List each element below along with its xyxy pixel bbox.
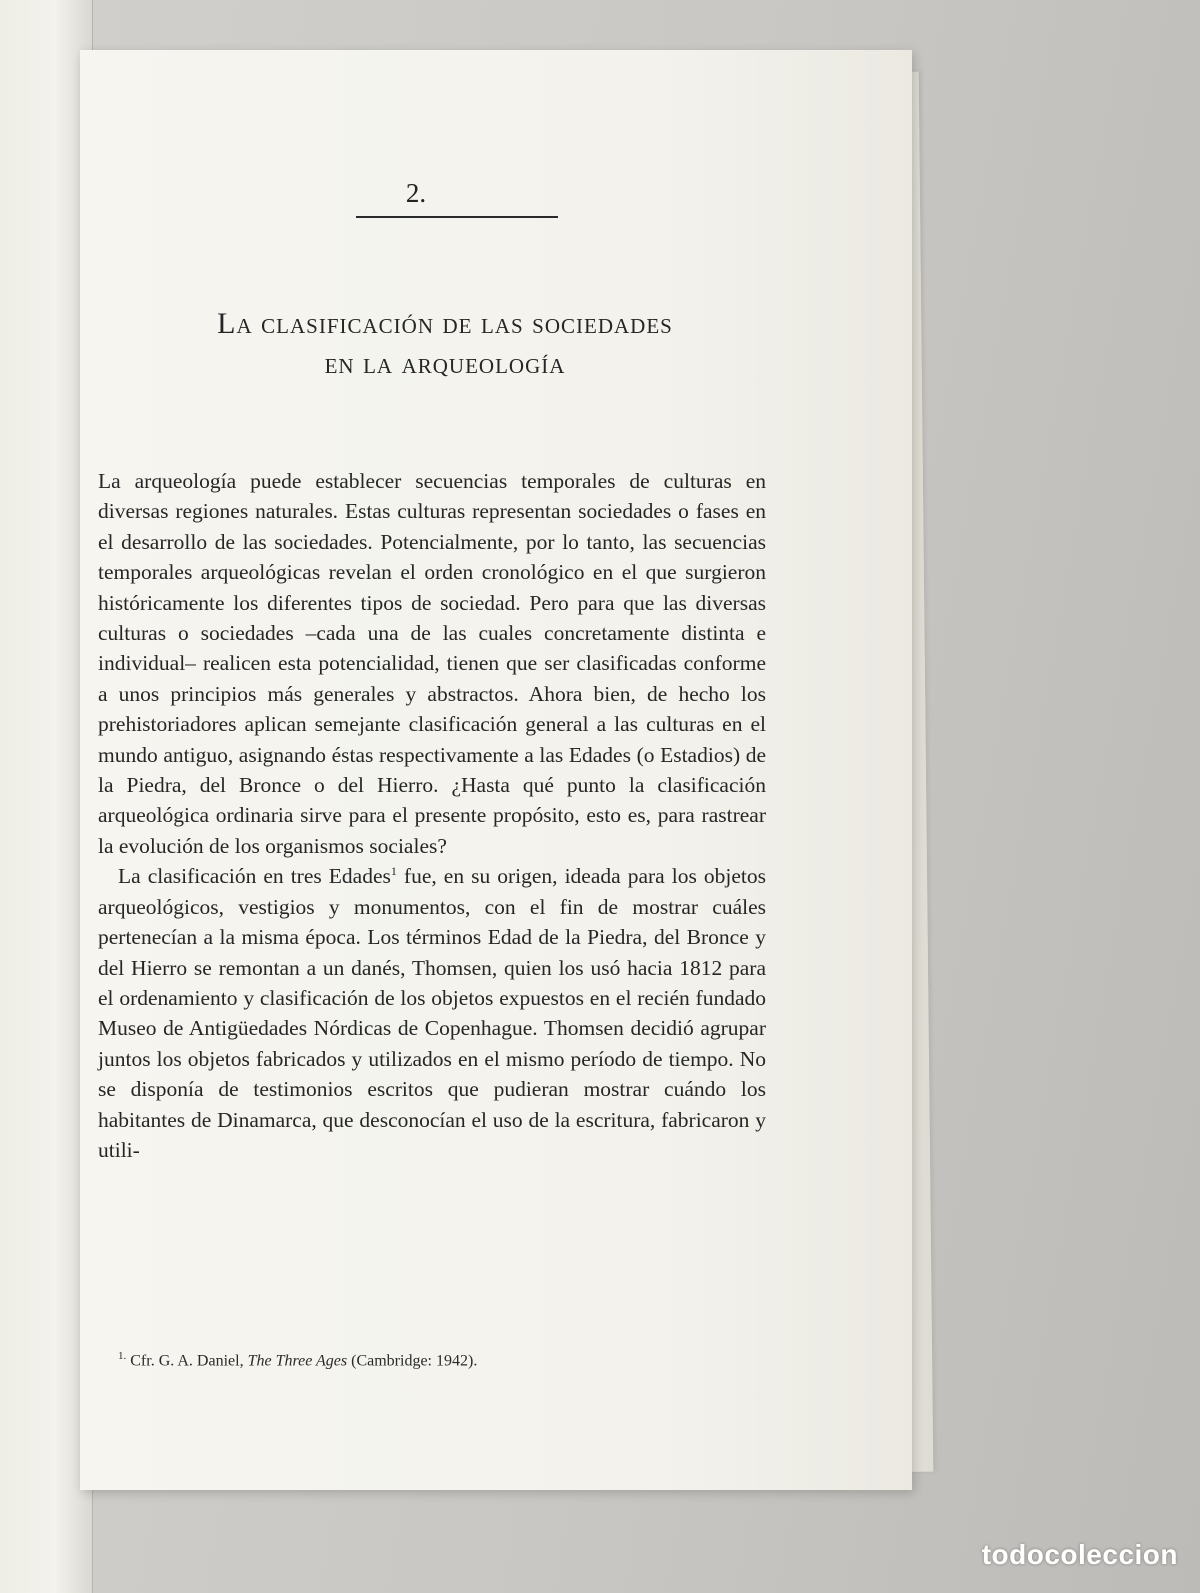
chapter-title-line-2: en la arqueología (324, 347, 566, 380)
watermark-logo: todocoleccion (981, 1539, 1178, 1570)
footnote (118, 1350, 768, 1370)
footnote-number: 1. (118, 1350, 127, 1362)
chapter-title (100, 304, 790, 384)
chapter-rule (356, 216, 558, 218)
paragraph-1: La arqueología puede establecer secuencias temporales de culturas en diversas regiones naturales. Estas culturas representan sociedades o fases en el desarrollo de las sociedades. Potencialmente, por lo tanto, las secuencias temporales arqueológicas revelan el orden cronológico en el que surgieron históricamente los diferentes tipos de sociedad. Pero para que las diversas culturas o sociedades –cada una de las cuales concretamente distinta e individual– realicen esta potencialidad, tienen que ser clasificadas conforme a unos principios más generales y abstractos. Ahora bien, de hecho los prehistoriadores aplican semejante clasificación general a las culturas en el mundo antiguo, asignando éstas respectivamente a las Edades (o Estadios) de la Piedra, del Bronce o del Hierro. ¿Hasta qué punto la clasificación arqueológica ordinaria sirve para el presente propósito, esto es, para rastrear la evolución de los organismos sociales? (98, 469, 766, 858)
paragraph-2 (98, 861, 766, 1165)
paragraph-2-start: La clasificación en tres Edades (118, 864, 391, 889)
book-page (80, 50, 912, 1490)
footnote-prefix: Cfr. G. A. Daniel, (130, 1352, 248, 1370)
chapter-title-line-1: La clasificación de las sociedades (217, 307, 673, 340)
chapter-number: 2. (405, 178, 427, 208)
footnote-reference: 1 (390, 864, 397, 879)
footnote-suffix: (Cambridge: 1942). (347, 1352, 478, 1370)
body-text (98, 466, 766, 1165)
paragraph-2-rest: fue, en su origen, ideada para los objetos arqueológicos, vestigios y monumentos, con el fin de mostrar cuáles pertenecían a la misma época. Los términos Edad de la Piedra, del Bronce y del Hierro se remontan a un danés, Thomsen, quien los usó hacia 1812 para el ordenamiento y clasificación de los objetos expuestos en el recién fundado Museo de Antigüedades Nórdicas de Copenhague. Thomsen decidió agrupar juntos los objetos fabricados y utilizados en el mismo período de tiempo. No se disponía de testimonios escritos que pudieran mostrar cuándo los habitantes de Dinamarca, que desconocían el uso de la escritura, fabricaron y utili- (98, 864, 766, 1162)
footnote-book-title: The Three Ages (247, 1352, 348, 1370)
